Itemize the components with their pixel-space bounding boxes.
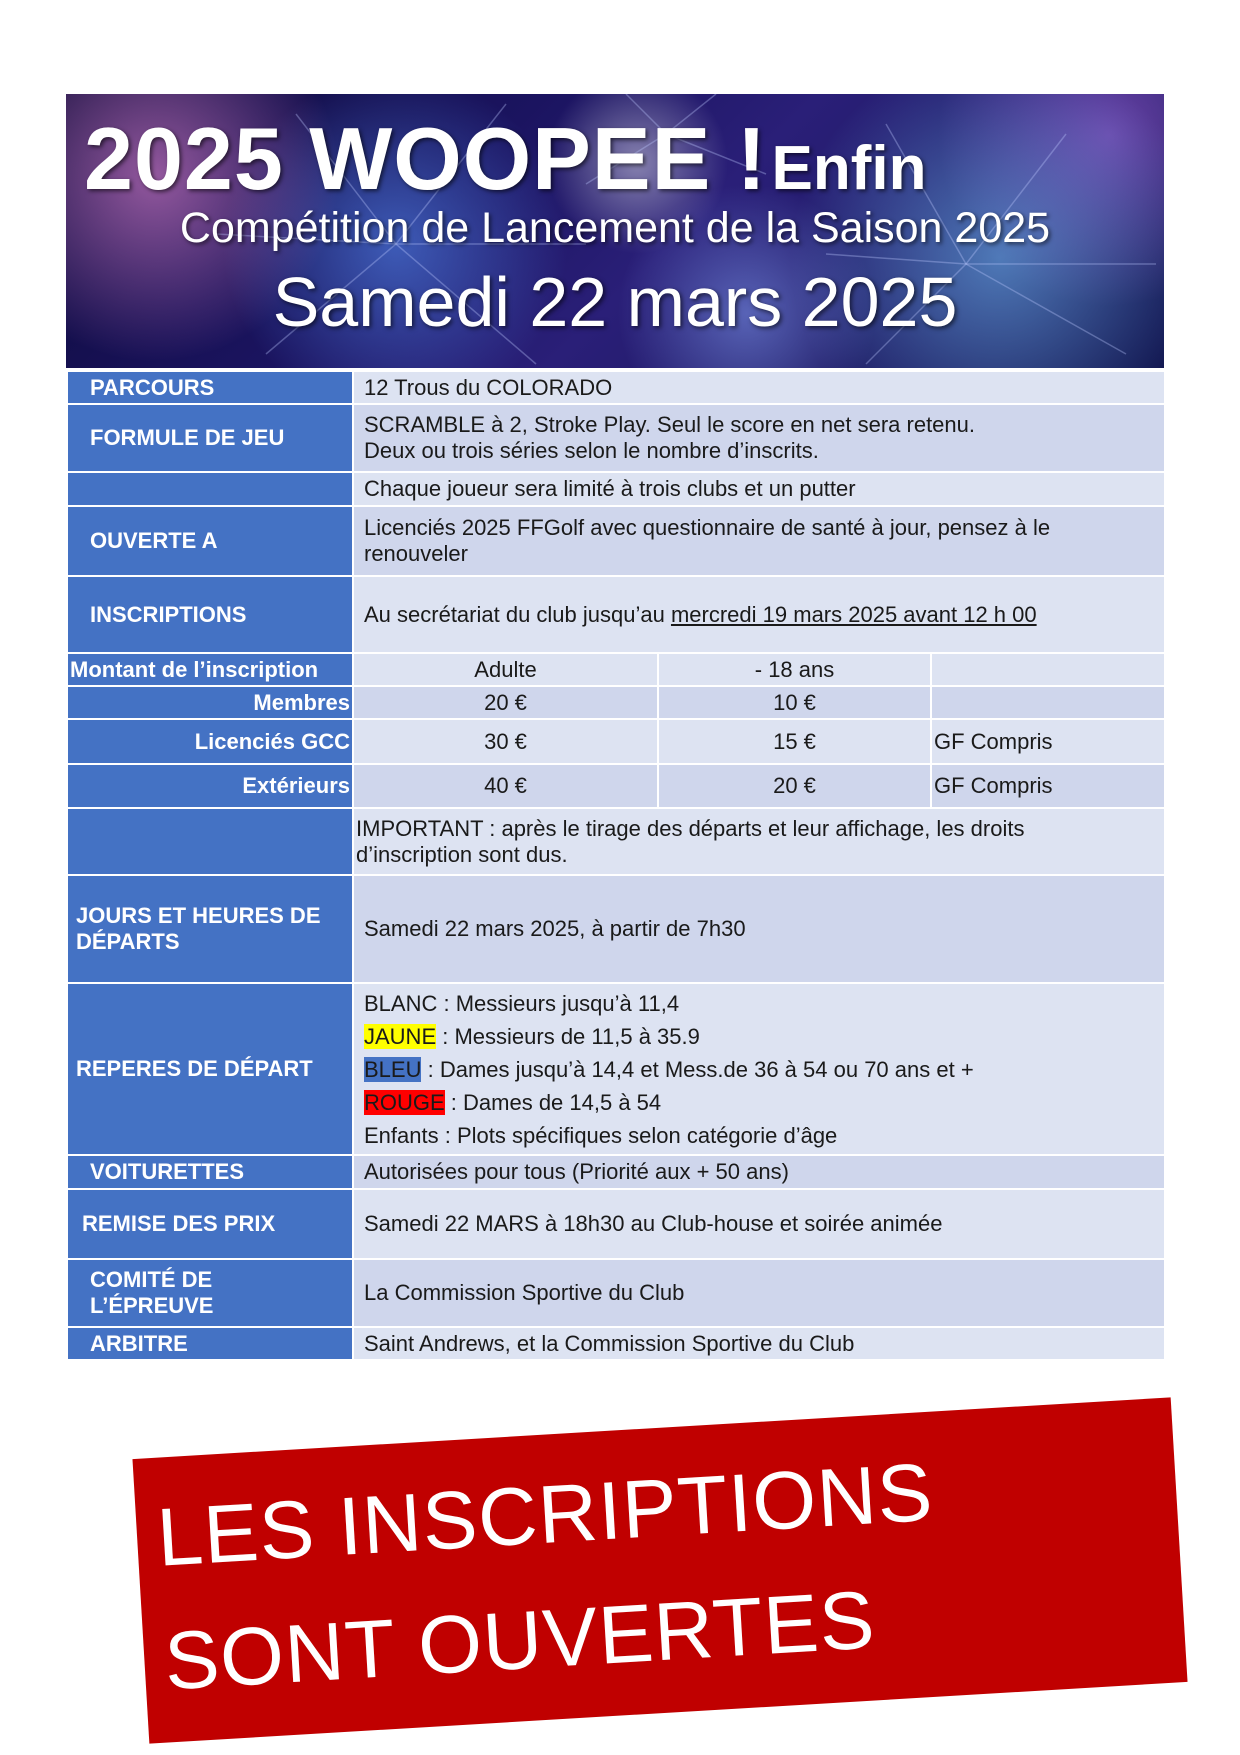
fees-note xyxy=(931,686,1165,719)
fees-adult-price: 30 € xyxy=(353,719,658,764)
table-row xyxy=(67,1259,1165,1327)
inscriptions-deadline: mercredi 19 mars 2025 avant 12 h 00 xyxy=(670,601,1037,627)
inscriptions-prefix: Au secrétariat du club jusqu’au xyxy=(364,601,671,627)
repere-rouge-text: : Dames de 14,5 à 54 xyxy=(444,1089,662,1115)
fees-col-adult: Adulte xyxy=(353,653,658,686)
fees-row xyxy=(67,719,1165,764)
fees-row xyxy=(67,686,1165,719)
banner-title-main: 2025 WOOPEE ! xyxy=(84,109,768,208)
repere-jaune-text: : Messieurs de 11,5 à 35.9 xyxy=(436,1023,700,1049)
fees-junior-price: 15 € xyxy=(658,719,931,764)
fees-label-licencies: Licenciés GCC xyxy=(67,719,353,764)
label-empty xyxy=(67,472,353,506)
repere-jaune-tag: JAUNE xyxy=(364,1023,437,1049)
banner-subtitle: Compétition de Lancement de la Saison 2025 xyxy=(179,204,1051,252)
label-reperes: REPERES DE DÉPART xyxy=(67,983,353,1155)
label-formule: FORMULE DE JEU xyxy=(67,404,353,472)
value-remise: Samedi 22 MARS à 18h30 au Club-house et soirée animée xyxy=(353,1189,1165,1259)
repere-rouge-tag: ROUGE xyxy=(364,1089,445,1115)
departs-label-line-1: JOURS ET HEURES DE xyxy=(76,903,321,928)
table-row xyxy=(67,875,1165,983)
fees-adult-price: 40 € xyxy=(353,764,658,808)
repere-blanc: BLANC : Messieurs jusqu’à 11,4 xyxy=(364,990,680,1016)
ouverte-line-1: Licenciés 2025 FFGolf avec questionnaire de santé à jour, pensez à le xyxy=(364,515,1051,540)
banner-title xyxy=(84,108,926,210)
registration-open-stamp xyxy=(132,1397,1187,1743)
table-row xyxy=(67,404,1165,472)
value-inscriptions xyxy=(353,576,1165,653)
fees-note: GF Compris xyxy=(931,719,1165,764)
important-line-1: IMPORTANT : après le tirage des départs et leur affichage, les droits xyxy=(356,815,1025,841)
label-remise: REMISE DES PRIX xyxy=(67,1189,353,1259)
fees-header-row xyxy=(67,653,1165,686)
fees-junior-price: 20 € xyxy=(658,764,931,808)
label-parcours: PARCOURS xyxy=(67,371,353,404)
label-ouverte: OUVERTE A xyxy=(67,506,353,576)
departs-label-line-2: DÉPARTS xyxy=(76,929,180,954)
fees-note: GF Compris xyxy=(931,764,1165,808)
table-row xyxy=(67,576,1165,653)
value-arbitre: Saint Andrews, et la Commission Sportive du Club xyxy=(353,1327,1165,1360)
label-montant: Montant de l’inscription xyxy=(67,653,353,686)
repere-bleu-text: : Dames jusqu’à 14,4 et Mess.de 36 à 54 ou 70 ans et + xyxy=(421,1056,974,1082)
header-banner xyxy=(66,94,1164,368)
value-ouverte xyxy=(353,506,1165,576)
table-row xyxy=(67,808,1165,875)
table-row xyxy=(67,506,1165,576)
important-line-2: d’inscription sont dus. xyxy=(356,841,568,867)
formule-line-1: SCRAMBLE à 2, Stroke Play. Seul le score en net sera retenu. xyxy=(364,412,976,437)
repere-rouge xyxy=(364,1086,1154,1119)
fees-col-junior: - 18 ans xyxy=(658,653,931,686)
value-important xyxy=(353,808,1165,875)
label-voiturettes: VOITURETTES xyxy=(67,1155,353,1189)
value-parcours: 12 Trous du COLORADO xyxy=(353,371,1165,404)
fees-label-membres: Membres xyxy=(67,686,353,719)
banner-title-suffix: Enfin xyxy=(771,134,927,203)
value-reperes xyxy=(353,983,1165,1155)
table-row xyxy=(67,1327,1165,1360)
table-row xyxy=(67,1189,1165,1259)
repere-jaune xyxy=(364,1020,1154,1053)
stamp-line-2: SONT OUVERTES xyxy=(161,1574,878,1708)
formule-line-2: Deux ou trois séries selon le nombre d’inscrits. xyxy=(364,438,819,463)
value-formule xyxy=(353,404,1165,472)
comite-label-line-2: L’ÉPREUVE xyxy=(90,1293,214,1318)
value-voiturettes: Autorisées pour tous (Priorité aux + 50 ans) xyxy=(353,1155,1165,1189)
fees-col-note xyxy=(931,653,1165,686)
label-arbitre: ARBITRE xyxy=(67,1327,353,1360)
repere-enfants: Enfants : Plots spécifiques selon catégorie d’âge xyxy=(364,1122,838,1148)
fees-junior-price: 10 € xyxy=(658,686,931,719)
fees-adult-price: 20 € xyxy=(353,686,658,719)
fees-label-exterieurs: Extérieurs xyxy=(67,764,353,808)
stamp-line-1: LES INSCRIPTIONS xyxy=(154,1446,936,1584)
label-empty xyxy=(67,808,353,875)
comite-label-line-1: COMITÉ DE xyxy=(90,1267,213,1292)
table-row xyxy=(67,371,1165,404)
label-departs xyxy=(67,875,353,983)
repere-bleu xyxy=(364,1053,1154,1086)
label-comite xyxy=(67,1259,353,1327)
table-row xyxy=(67,472,1165,506)
table-row xyxy=(67,983,1165,1155)
value-comite: La Commission Sportive du Club xyxy=(353,1259,1165,1327)
banner-date: Samedi 22 mars 2025 xyxy=(272,263,958,341)
label-inscriptions: INSCRIPTIONS xyxy=(67,576,353,653)
repere-bleu-tag: BLEU xyxy=(364,1056,422,1082)
ouverte-line-2: renouveler xyxy=(364,541,468,566)
fees-row xyxy=(67,764,1165,808)
value-departs: Samedi 22 mars 2025, à partir de 7h30 xyxy=(353,875,1165,983)
value-clubs: Chaque joueur sera limité à trois clubs et un putter xyxy=(353,472,1165,506)
table-row xyxy=(67,1155,1165,1189)
competition-info-table xyxy=(66,370,1166,1361)
